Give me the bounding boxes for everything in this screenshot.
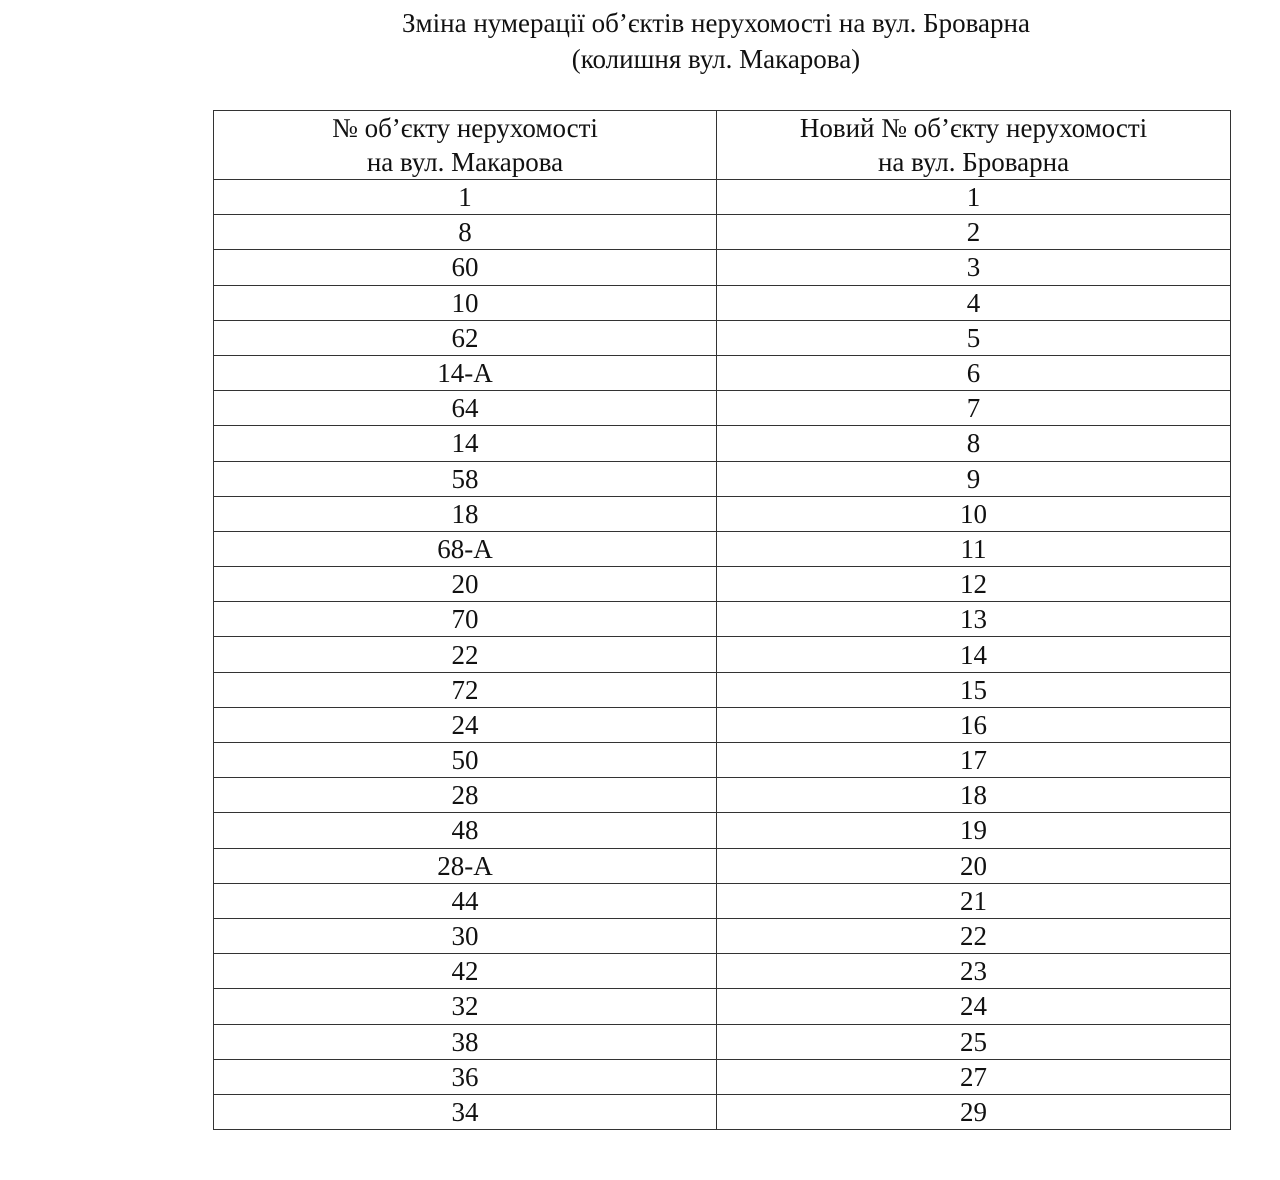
new-number-cell: 23 xyxy=(717,954,1231,989)
old-number-cell: 38 xyxy=(214,1024,717,1059)
table-row xyxy=(214,1094,1231,1129)
new-number-cell: 25 xyxy=(717,1024,1231,1059)
old-number-cell: 50 xyxy=(214,743,717,778)
table-row xyxy=(214,813,1231,848)
table-row xyxy=(214,989,1231,1024)
header-old-line2: на вул. Макарова xyxy=(366,147,564,177)
new-number-cell: 10 xyxy=(717,496,1231,531)
old-number-cell: 1 xyxy=(214,180,717,215)
table-row xyxy=(214,778,1231,813)
new-number-cell: 29 xyxy=(717,1094,1231,1129)
new-number-cell: 8 xyxy=(717,426,1231,461)
old-number-cell: 30 xyxy=(214,918,717,953)
renumbering-table xyxy=(213,110,1231,1130)
table-header-row xyxy=(214,111,1231,180)
table-row xyxy=(214,567,1231,602)
table-row xyxy=(214,391,1231,426)
new-number-cell: 7 xyxy=(717,391,1231,426)
table-row xyxy=(214,637,1231,672)
old-number-cell: 32 xyxy=(214,989,717,1024)
new-number-cell: 2 xyxy=(717,215,1231,250)
new-number-cell: 22 xyxy=(717,918,1231,953)
old-number-cell: 18 xyxy=(214,496,717,531)
old-number-cell: 20 xyxy=(214,567,717,602)
new-number-cell: 5 xyxy=(717,320,1231,355)
table-row xyxy=(214,883,1231,918)
new-number-cell: 1 xyxy=(717,180,1231,215)
new-number-cell: 27 xyxy=(717,1059,1231,1094)
old-number-cell: 24 xyxy=(214,707,717,742)
new-number-cell: 17 xyxy=(717,743,1231,778)
old-number-cell: 34 xyxy=(214,1094,717,1129)
new-number-cell: 21 xyxy=(717,883,1231,918)
new-number-cell: 6 xyxy=(717,355,1231,390)
header-old-number xyxy=(214,111,717,180)
table-row xyxy=(214,848,1231,883)
new-number-cell: 11 xyxy=(717,531,1231,566)
old-number-cell: 14 xyxy=(214,426,717,461)
table-row xyxy=(214,355,1231,390)
new-number-cell: 9 xyxy=(717,461,1231,496)
new-number-cell: 18 xyxy=(717,778,1231,813)
new-number-cell: 19 xyxy=(717,813,1231,848)
new-number-cell: 24 xyxy=(717,989,1231,1024)
old-number-cell: 22 xyxy=(214,637,717,672)
header-new-line1: Новий № об’єкту нерухомості xyxy=(799,113,1148,143)
document-subtitle: (колишня вул. Макарова) xyxy=(571,44,861,74)
old-number-cell: 64 xyxy=(214,391,717,426)
new-number-cell: 13 xyxy=(717,602,1231,637)
old-number-cell: 72 xyxy=(214,672,717,707)
old-number-cell: 28 xyxy=(214,778,717,813)
header-new-number xyxy=(717,111,1231,180)
new-number-cell: 16 xyxy=(717,707,1231,742)
table-row xyxy=(214,672,1231,707)
table-row xyxy=(214,215,1231,250)
new-number-cell: 15 xyxy=(717,672,1231,707)
old-number-cell: 28-А xyxy=(214,848,717,883)
new-number-cell: 4 xyxy=(717,285,1231,320)
table-row xyxy=(214,743,1231,778)
old-number-cell: 10 xyxy=(214,285,717,320)
header-old-line1: № об’єкту нерухомості xyxy=(332,113,598,143)
old-number-cell: 62 xyxy=(214,320,717,355)
table-row xyxy=(214,1059,1231,1094)
old-number-cell: 60 xyxy=(214,250,717,285)
table-row xyxy=(214,496,1231,531)
table-row xyxy=(214,285,1231,320)
old-number-cell: 8 xyxy=(214,215,717,250)
old-number-cell: 58 xyxy=(214,461,717,496)
table-row xyxy=(214,531,1231,566)
old-number-cell: 44 xyxy=(214,883,717,918)
old-number-cell: 14-А xyxy=(214,355,717,390)
table-row xyxy=(214,180,1231,215)
table-row xyxy=(214,461,1231,496)
old-number-cell: 48 xyxy=(214,813,717,848)
new-number-cell: 14 xyxy=(717,637,1231,672)
new-number-cell: 20 xyxy=(717,848,1231,883)
header-new-line2: на вул. Броварна xyxy=(877,147,1070,177)
old-number-cell: 68-А xyxy=(214,531,717,566)
table-row xyxy=(214,250,1231,285)
document-title: Зміна нумерації об’єктів нерухомості на вул. Броварна xyxy=(402,8,1030,38)
new-number-cell: 12 xyxy=(717,567,1231,602)
table-row xyxy=(214,1024,1231,1059)
table-row xyxy=(214,602,1231,637)
table-row xyxy=(214,320,1231,355)
table-row xyxy=(214,918,1231,953)
table-row xyxy=(214,954,1231,989)
table-row xyxy=(214,426,1231,461)
old-number-cell: 36 xyxy=(214,1059,717,1094)
table-row xyxy=(214,707,1231,742)
old-number-cell: 70 xyxy=(214,602,717,637)
new-number-cell: 3 xyxy=(717,250,1231,285)
old-number-cell: 42 xyxy=(214,954,717,989)
